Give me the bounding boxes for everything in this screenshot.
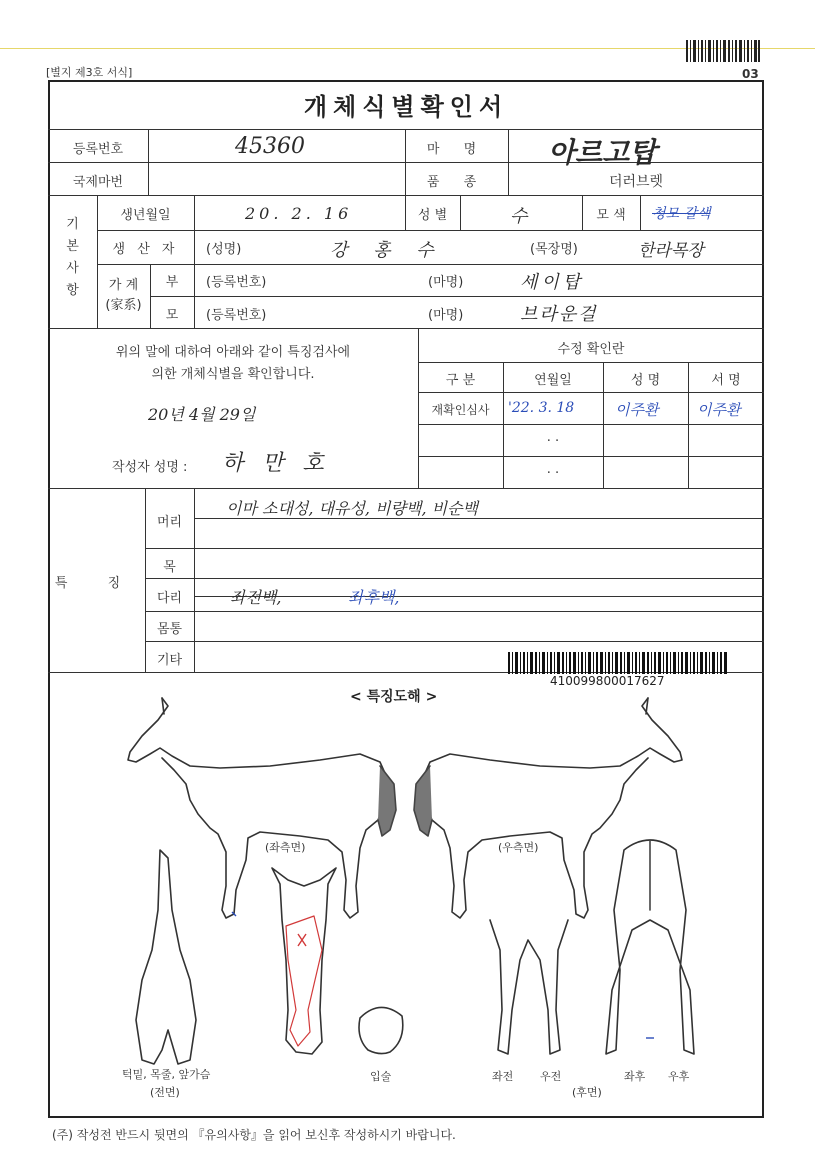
color-label: 모 색	[596, 208, 626, 223]
writer-signature: 하 만 호	[222, 451, 330, 476]
breeder-name-value: 강 홍 수	[330, 240, 444, 261]
grid-line	[640, 195, 641, 230]
front-neck-outline	[136, 850, 196, 1064]
sex-label: 성 별	[417, 208, 448, 223]
sex-value: 수	[510, 206, 528, 227]
head-value: 이마 소대성, 대유성, 비량백, 비순백	[226, 499, 478, 518]
reg-no-label: 등록번호	[72, 142, 124, 157]
basic-section-char: 본	[66, 239, 79, 254]
page-number: 03	[742, 67, 759, 81]
farm-label: (목장명)	[530, 242, 578, 257]
grid-line	[150, 296, 764, 297]
birth-label: 생년월일	[120, 208, 171, 223]
basic-section-char: 기	[66, 217, 79, 232]
breeder-label: 생 산 자	[112, 242, 179, 257]
neck-label: 목	[163, 560, 176, 575]
forelegs-outline	[490, 920, 568, 1054]
sire-name-label: (마명)	[428, 275, 464, 290]
intl-no-label: 국제마번	[72, 175, 124, 190]
revision-col-name: 성 명	[630, 373, 661, 388]
front-view-caption: (전면)	[150, 1086, 180, 1099]
revision-row2-date: · ·	[546, 434, 560, 449]
legs-value-1: 좌전백,	[230, 588, 282, 607]
revision-row1-sign: 이주환	[697, 401, 741, 419]
sample-barcode	[508, 652, 728, 674]
right-side-horse-outline	[422, 698, 682, 918]
head-face-marking	[286, 916, 322, 1046]
form-code: [별지 제3호 서식]	[46, 66, 133, 79]
grid-line	[460, 195, 461, 230]
left-hind-caption: 좌후	[624, 1070, 646, 1083]
family-label-hanja: (家系)	[105, 298, 142, 313]
rear-view-caption: (후면)	[572, 1086, 602, 1099]
legs-value-2: 좌후백,	[348, 588, 400, 607]
confirm-line-2: 의한 개체식별을 확인합니다.	[151, 367, 315, 382]
confirm-date: 20년 4월 29일	[148, 405, 256, 424]
sire-name-value: 세이탑	[520, 272, 585, 293]
dam-label: 모	[165, 308, 179, 323]
left-side-caption: (좌측면)	[265, 841, 306, 854]
other-label: 기타	[156, 653, 183, 668]
revision-row3-date: · ·	[546, 466, 560, 481]
reg-no-value: 45360	[235, 134, 305, 159]
horse-name-label: 마 명	[426, 142, 487, 157]
front-parts-caption: 턱밑, 목줄, 앞가슴	[122, 1068, 211, 1081]
revision-col-date: 연월일	[534, 373, 572, 388]
grid-line	[418, 362, 764, 363]
grid-line	[194, 264, 195, 328]
front-head-outline	[272, 868, 336, 1054]
top-barcode	[686, 40, 760, 62]
dam-name-value: 브라운걸	[520, 304, 598, 325]
writer-label: 작성자 성명 :	[112, 460, 188, 475]
grid-line	[145, 578, 764, 579]
lips-caption: 입술	[370, 1070, 392, 1083]
confirm-line-1: 위의 말에 대하여 아래와 같이 특징검사에	[115, 345, 351, 360]
right-side-caption: (우측면)	[498, 841, 539, 854]
revision-col-sign: 서 명	[711, 373, 741, 388]
breeder-name-label: (성명)	[206, 242, 242, 257]
document-title: 개체식별확인서	[48, 80, 764, 130]
lips-outline	[359, 1007, 403, 1053]
grid-line	[145, 611, 764, 612]
grid-line	[418, 424, 764, 425]
revision-row1-date: '22. 3. 18	[508, 400, 575, 416]
left-side-horse-tail	[378, 766, 396, 836]
grid-line	[145, 548, 764, 549]
left-side-horse-outline	[128, 698, 388, 918]
grid-line	[48, 328, 764, 329]
breed-label: 품 종	[426, 175, 487, 190]
grid-line	[194, 195, 195, 264]
birth-value: 20. 2. 16	[245, 204, 353, 223]
footnote: (주) 작성전 반드시 뒷면의 『유의사항』을 읽어 보신후 작성하시기 바랍니다.	[52, 1128, 456, 1142]
grid-line	[148, 130, 149, 195]
family-label-text: 가 계	[108, 278, 139, 293]
family-label	[97, 276, 150, 316]
dam-reg-label: (등록번호)	[206, 308, 267, 323]
grid-line	[48, 195, 764, 196]
features-section-label: 특 징	[54, 576, 139, 591]
forehead-mark-icon	[298, 934, 306, 946]
basic-section-char: 항	[66, 283, 79, 298]
grid-line	[194, 488, 195, 672]
barcode-number: 410099800017627	[550, 674, 665, 688]
grid-line	[97, 264, 764, 265]
basic-section-char: 사	[66, 261, 79, 276]
revision-title: 수정 확인란	[557, 342, 625, 357]
right-side-horse-tail	[414, 766, 432, 836]
horse-diagram	[50, 690, 762, 1116]
revision-col-category: 구 분	[445, 373, 476, 388]
grid-line	[145, 641, 764, 642]
legs-label: 다리	[156, 591, 183, 606]
grid-line	[418, 392, 764, 393]
sire-label: 부	[165, 275, 179, 290]
diagram-title: < 특징도해 >	[350, 689, 438, 705]
grid-line	[97, 230, 764, 231]
revision-row1-category: 재확인심사	[431, 403, 490, 417]
dam-name-label: (마명)	[428, 308, 464, 323]
head-label: 머리	[156, 515, 183, 530]
grid-line	[48, 162, 764, 163]
farm-value: 한라목장	[638, 241, 704, 261]
grid-line	[418, 456, 764, 457]
right-hind-caption: 우후	[668, 1070, 690, 1083]
basic-section-label	[48, 214, 97, 302]
color-value: 청모 갈색	[652, 206, 711, 222]
sire-reg-label: (등록번호)	[206, 275, 267, 290]
revision-row1-name: 이주환	[615, 401, 659, 419]
breed-value: 더러브렛	[608, 174, 664, 190]
left-fore-caption: 좌전	[492, 1070, 514, 1083]
right-fore-caption: 우전	[540, 1070, 562, 1083]
body-label: 몸통	[156, 622, 183, 637]
horse-name-value: 아르고탑	[548, 136, 657, 169]
grid-line	[48, 488, 764, 489]
confirm-statement	[58, 342, 408, 386]
